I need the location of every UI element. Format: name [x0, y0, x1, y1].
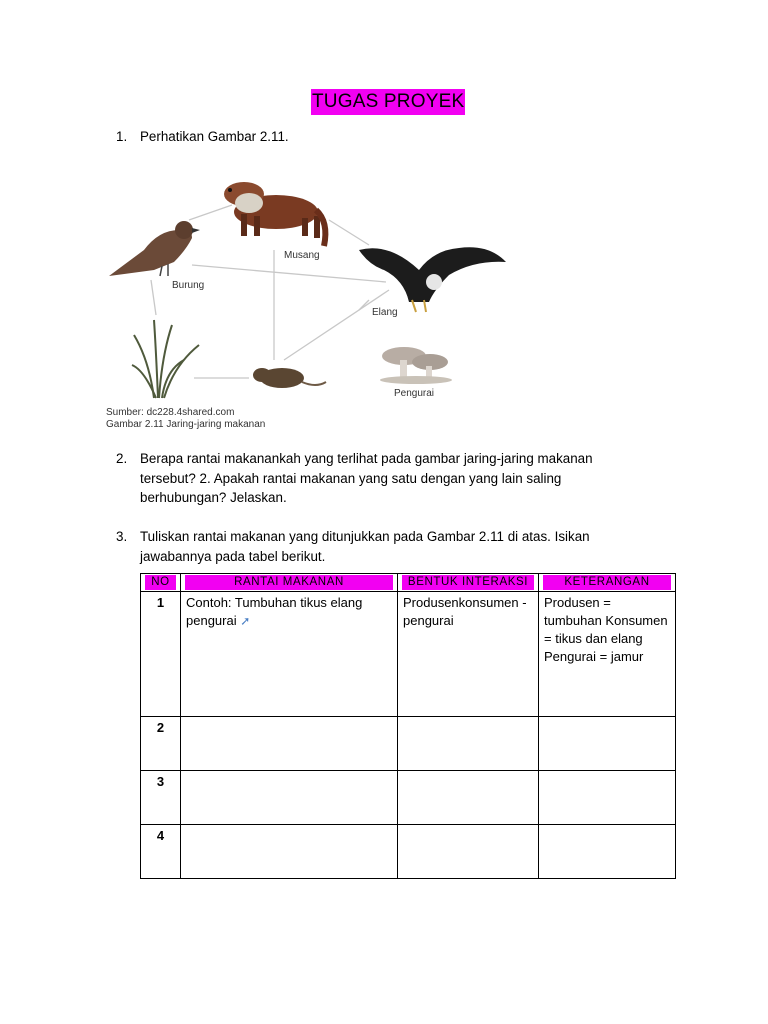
mushroom-icon	[380, 347, 452, 384]
table-row	[141, 592, 676, 717]
label-burung: Burung	[172, 280, 205, 291]
label-elang: Elang	[372, 307, 398, 318]
row-number: 1	[141, 592, 181, 717]
header-keterangan: KETERANGAN	[539, 574, 676, 592]
eagle-icon	[359, 247, 506, 312]
cell-rantai[interactable]	[181, 825, 398, 879]
food-web-figure	[104, 170, 524, 432]
label-pengurai: Pengurai	[394, 388, 435, 399]
plant-icon	[132, 320, 199, 398]
question-number: 2.	[116, 451, 128, 466]
cell-interaksi[interactable]: Produsenkonsumen - pengurai	[398, 592, 539, 717]
cell-rantai[interactable]: Contoh: Tumbuhan tikus elang pengurai ➚	[181, 592, 398, 717]
page-title: TUGAS PROYEK	[311, 89, 465, 115]
row-number: 3	[141, 771, 181, 825]
cell-rantai[interactable]	[181, 771, 398, 825]
figure-source: Sumber: dc228.4shared.com	[106, 407, 235, 418]
cell-interaksi[interactable]	[398, 771, 539, 825]
question-number: 3.	[116, 529, 128, 544]
table-header-row	[141, 574, 676, 592]
cell-keterangan[interactable]	[539, 825, 676, 879]
table-row	[141, 825, 676, 879]
question-text: Perhatikan Gambar 2.11.	[140, 129, 289, 144]
row-number: 4	[141, 825, 181, 879]
answer-table	[140, 573, 676, 879]
cell-rantai[interactable]	[181, 717, 398, 771]
cell-keterangan[interactable]	[539, 717, 676, 771]
header-no: NO	[141, 574, 181, 592]
figure-caption: Gambar 2.11 Jaring-jaring makanan	[106, 419, 266, 430]
header-interaksi: BENTUK INTERAKSI	[398, 574, 539, 592]
question-number: 1.	[116, 129, 128, 144]
arrow-icon: ➚	[240, 614, 251, 628]
cell-keterangan[interactable]	[539, 771, 676, 825]
question-text: Tuliskan rantai makanan yang ditunjukkan pada Gambar 2.11 di atas. Isikan jawabannya pada tabel berikut.	[140, 529, 590, 564]
row-number: 2	[141, 717, 181, 771]
cell-interaksi[interactable]	[398, 717, 539, 771]
table-row	[141, 771, 676, 825]
weasel-icon	[224, 182, 325, 246]
table-row	[141, 717, 676, 771]
label-musang: Musang	[284, 250, 320, 261]
question-text: Berapa rantai makanankah yang terlihat pada gambar jaring-jaring makanan tersebut? 2. Apakah rantai makanan yang satu dengan yang lain saling berhubungan? Jelaskan.	[140, 451, 593, 505]
rat-icon	[253, 368, 326, 388]
cell-keterangan[interactable]: Produsen = tumbuhan Konsumen = tikus dan elang Pengurai = jamur	[539, 592, 676, 717]
bird-icon	[109, 221, 200, 276]
cell-interaksi[interactable]	[398, 825, 539, 879]
header-rantai: RANTAI MAKANAN	[181, 574, 398, 592]
